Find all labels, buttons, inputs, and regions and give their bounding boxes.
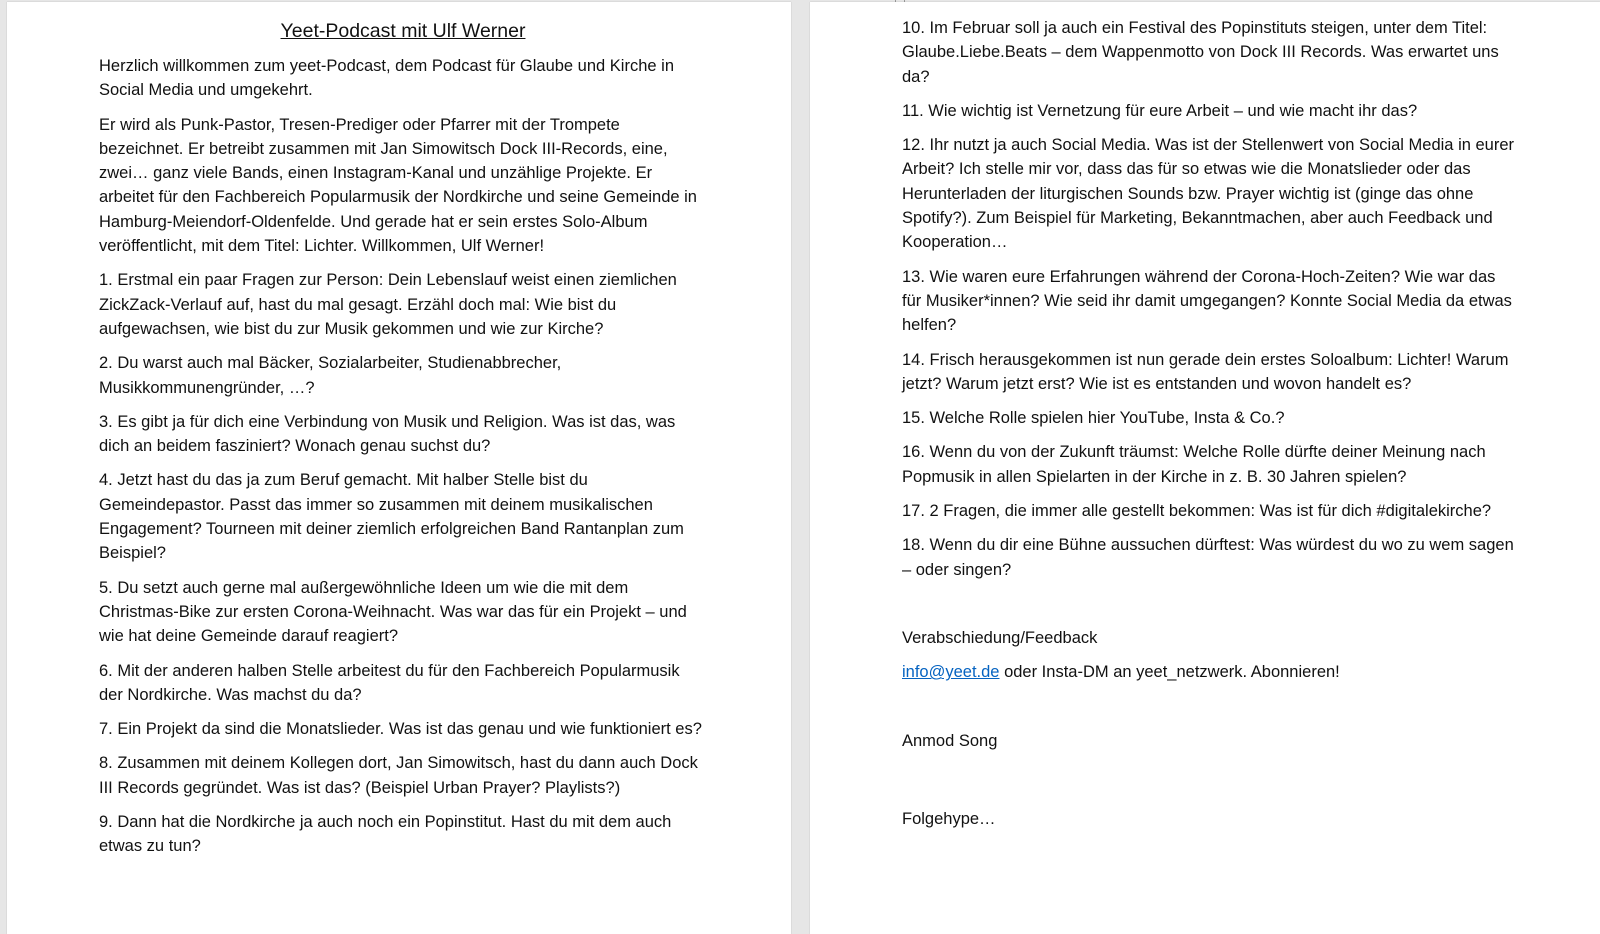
question-15: 15. Welche Rolle spielen hier YouTube, Insta & Co.? bbox=[902, 409, 1285, 428]
question-10: 10. Im Februar soll ja auch ein Festival des Popinstituts steigen, unter dem Titel: Glaube.Liebe.Beats – dem Wappenmotto von Dock III Records. Was erwartet uns da? bbox=[902, 19, 1499, 86]
question-14: 14. Frisch herausgekommen ist nun gerade dein erstes Soloalbum: Lichter! Warum jetzt? Warum jetzt erst? Wie ist es entstanden und wovon handelt es? bbox=[902, 350, 1509, 393]
question-7: 7. Ein Projekt da sind die Monatslieder. Was ist das genau und wie funktioniert es? bbox=[99, 720, 702, 739]
question-2: 2. Du warst auch mal Bäcker, Sozialarbeiter, Studienabbrecher, Musikkommunengründer, …? bbox=[99, 354, 562, 397]
folgehype: Folgehype… bbox=[902, 809, 996, 828]
question-4: 4. Jetzt hast du das ja zum Beruf gemacht. Mit halber Stelle bist du Gemeindepastor. Passt das immer so zusammen mit deinem musikalischen Engagement? Tourneen mit deiner ziemlich erfolgreichen Band Rantanplan zum Beispiel? bbox=[99, 471, 684, 563]
farewell-heading: Verabschiedung/Feedback bbox=[902, 628, 1098, 647]
spacer bbox=[902, 763, 1517, 807]
anmod-song: Anmod Song bbox=[902, 731, 998, 750]
question-18: 18. Wenn du dir eine Bühne aussuchen dürftest: Was würdest du wo zu wem sagen – oder singen? bbox=[902, 536, 1514, 579]
question-6: 6. Mit der anderen halben Stelle arbeitest du für den Fachbereich Popularmusik der Nordkirche. Was machst du da? bbox=[99, 661, 680, 704]
question-16: 16. Wenn du von der Zukunft träumst: Welche Rolle dürfte deiner Meinung nach Popmusik in allen Spielarten in der Kirche in z. B. 30 Jahren spielen? bbox=[902, 443, 1486, 486]
document-page-right[interactable] bbox=[810, 2, 1600, 934]
question-3: 3. Es gibt ja für dich eine Verbindung von Musik und Religion. Was ist das, was dich an beidem fasziniert? Wonach genau suchst du? bbox=[99, 412, 676, 456]
spacer bbox=[902, 592, 1517, 626]
intro-paragraph: Herzlich willkommen zum yeet-Podcast, dem Podcast für Glaube und Kirche in Social Media und umgekehrt. bbox=[99, 57, 674, 100]
contact-email-link[interactable]: info@yeet.de bbox=[902, 663, 1000, 682]
page-left-content bbox=[99, 16, 707, 869]
question-11: 11. Wie wichtig ist Vernetzung für eure Arbeit – und wie macht ihr das? bbox=[902, 101, 1418, 120]
question-8: 8. Zusammen mit deinem Kollegen dort, Jan Simowitsch, hast du dann auch Dock III Records gegründet. Was ist das? (Beispiel Urban Prayer? Playlists?) bbox=[99, 754, 698, 797]
document-title: Yeet-Podcast mit Ulf Werner bbox=[280, 20, 526, 42]
guest-description-paragraph: Er wird als Punk-Pastor, Tresen-Prediger oder Pfarrer mit der Trompete bezeichnet. Er betreibt zusammen mit Jan Simowitsch Dock III-Records, eine, zwei… ganz viele Bands, einen Instagram-Kanal und unzählige Projekte. Er arbeitet für den Fachbereich Popularmusik der Nordkirche und seine Gemeinde in Hamburg-Meiendorf-Oldenfelde. Und gerade hat er sein erstes Solo-Album veröffentlicht, mit dem Titel: Lichter. Willkommen, Ulf Werner! bbox=[99, 115, 697, 256]
contact-line bbox=[902, 660, 1517, 684]
document-page-left[interactable] bbox=[7, 2, 791, 934]
contact-rest-text: oder Insta-DM an yeet_netzwerk. Abonnieren! bbox=[999, 663, 1340, 682]
question-5: 5. Du setzt auch gerne mal außergewöhnliche Ideen um wie die mit dem Christmas-Bike zur ersten Corona-Weihnacht. Was war das für ein Projekt – und wie hat deine Gemeinde darauf reagiert? bbox=[99, 578, 687, 646]
question-17: 17. 2 Fragen, die immer alle gestellt bekommen: Was ist für dich #digitalekirche? bbox=[902, 502, 1492, 521]
page-right-content bbox=[902, 16, 1517, 841]
question-9: 9. Dann hat die Nordkirche ja auch noch ein Popinstitut. Hast du mit dem auch etwas zu tun? bbox=[99, 813, 672, 856]
question-1: 1. Erstmal ein paar Fragen zur Person: Dein Lebenslauf weist einen ziemlichen ZickZack-Verlauf auf, hast du mal gesagt. Erzähl doch mal: Wie bist du aufgewachsen, wie bist du zur Musik gekommen und wie zur Kirche? bbox=[99, 271, 677, 338]
question-12: 12. Ihr nutzt ja auch Social Media. Was ist der Stellenwert von Social Media in eurer Arbeit? Ich stelle mir vor, dass das für so etwas wie die Monatslieder oder das Herunterladen der liturgischen Sounds bzw. Prayer wichtig ist (ginge das ohne Spotify?). Zum Beispiel für Marketing, Bekanntmachen, aber auch Feedback und Kooperation… bbox=[902, 136, 1515, 252]
question-13: 13. Wie waren eure Erfahrungen während der Corona-Hoch-Zeiten? Wie war das für Musiker*innen? Wie seid ihr damit umgegangen? Konnte Social Media da etwas helfen? bbox=[902, 267, 1512, 335]
spacer bbox=[902, 695, 1517, 729]
